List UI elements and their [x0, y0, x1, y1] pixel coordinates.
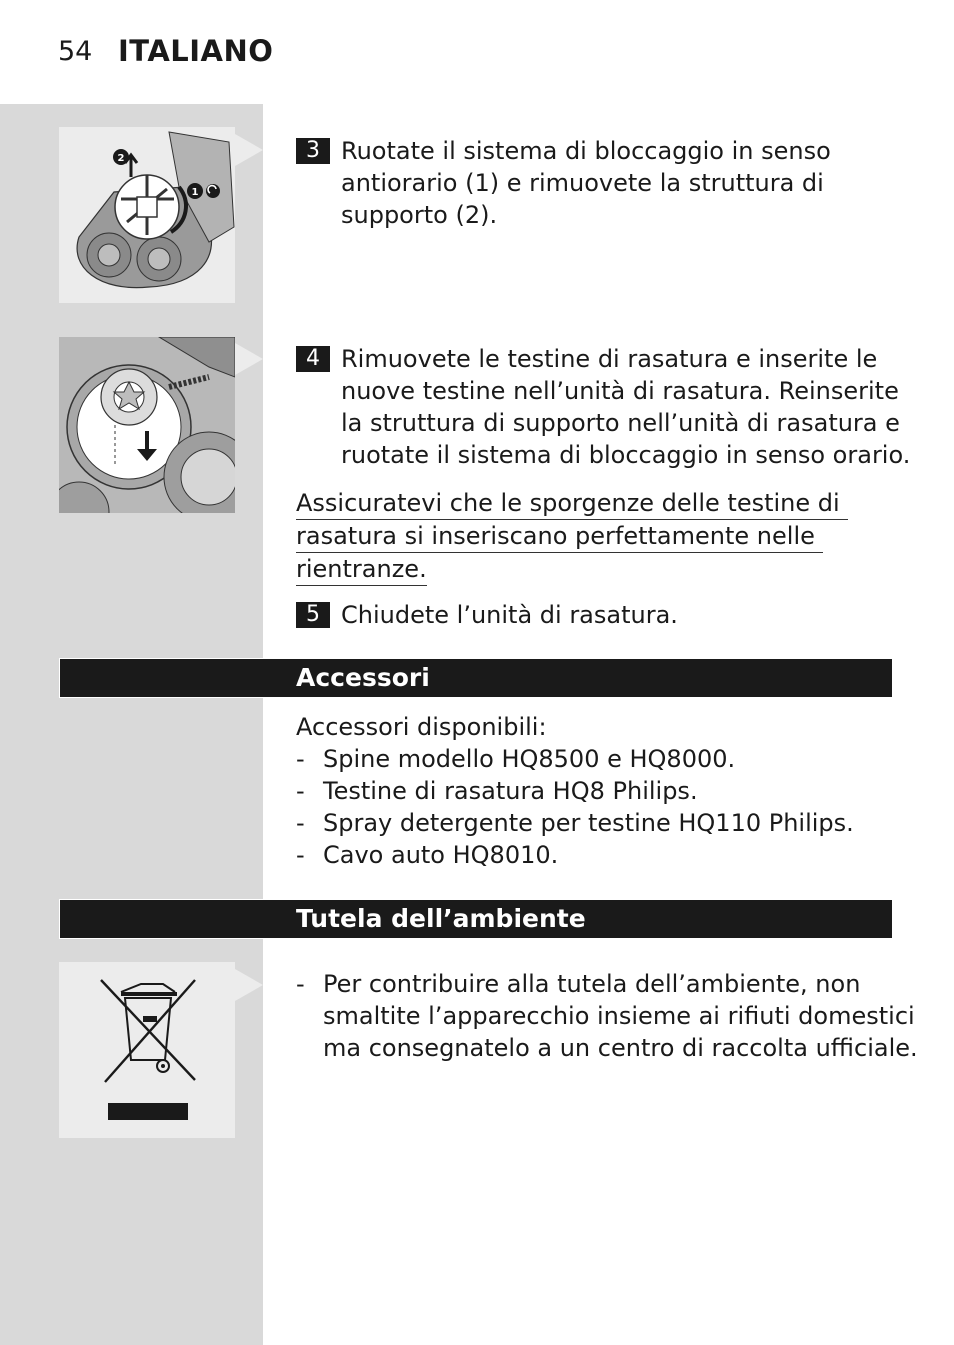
list-item: [296, 807, 854, 839]
list-item: [296, 968, 918, 1064]
step-text-line: Rimuovete le testine di rasatura e inserite le: [341, 345, 878, 373]
list-item-text: Spray detergente per testine HQ110 Philips.: [323, 809, 854, 837]
list-dash: -: [296, 841, 305, 869]
label-1: 1: [191, 187, 199, 198]
section-header-environment: [59, 899, 893, 939]
accessories-intro: Accessori disponibili:: [296, 713, 547, 741]
list-dash: -: [296, 970, 305, 998]
step-number-badge: 5: [296, 602, 330, 628]
step-text-line: antiorario (1) e rimuovete la struttura di: [341, 169, 824, 197]
language-title: ITALIANO: [118, 34, 274, 68]
list-item: [296, 743, 854, 775]
shaving-head-replace-illustration: [59, 337, 235, 513]
list-item-text: Testine di rasatura HQ8 Philips.: [323, 777, 698, 805]
list-item-text: smaltite l’apparecchio insieme ai rifiuti domestici: [323, 1002, 915, 1030]
step-number-badge: 3: [296, 138, 330, 164]
step-number-badge: 4: [296, 346, 330, 372]
list-dash: -: [296, 809, 305, 837]
step-text-line: supporto (2).: [341, 201, 498, 229]
illustration-pointer: [235, 343, 263, 375]
note-line: rasatura si inseriscano perfettamente nelle: [296, 520, 823, 553]
illustration-pointer: [235, 134, 263, 166]
step-3: [296, 135, 831, 229]
list-item-text: Spine modello HQ8500 e HQ8000.: [323, 745, 736, 773]
list-item-text: ma consegnatelo a un centro di raccolta ufficiale.: [323, 1034, 918, 1062]
list-item-text: Cavo auto HQ8010.: [323, 841, 559, 869]
list-item: [296, 775, 854, 807]
step-5: [296, 599, 678, 631]
step-text-line: Chiudete l’unità di rasatura.: [341, 601, 678, 629]
step-4: [296, 343, 911, 469]
step-text-line: Ruotate il sistema di bloccaggio in senso: [341, 137, 831, 165]
section-title: Accessori: [296, 663, 430, 692]
note-block: [296, 487, 848, 586]
list-item-text: Per contribuire alla tutela dell’ambiente, non: [323, 970, 861, 998]
list-dash: -: [296, 777, 305, 805]
step-text-line: la struttura di supporto nell’unità di rasatura e: [341, 409, 900, 437]
environment-text: [296, 968, 918, 1064]
step-text-line: nuove testine nell’unità di rasatura. Reinserite: [341, 377, 899, 405]
section-title: Tutela dell’ambiente: [296, 904, 586, 933]
note-line: rientranze.: [296, 553, 427, 586]
list-item: [296, 839, 854, 871]
page-number: 54: [58, 36, 93, 67]
step-text-line: ruotate il sistema di bloccaggio in senso orario.: [341, 441, 911, 469]
crossed-bin-icon: [59, 962, 235, 1138]
list-dash: -: [296, 745, 305, 773]
shaving-unit-unlock-illustration: [59, 127, 235, 303]
note-line: Assicuratevi che le sporgenze delle testine di: [296, 487, 848, 520]
label-2: 2: [117, 153, 125, 164]
section-header-accessories: [59, 658, 893, 698]
illustration-pointer: [235, 969, 263, 1001]
accessories-list: [296, 711, 854, 871]
